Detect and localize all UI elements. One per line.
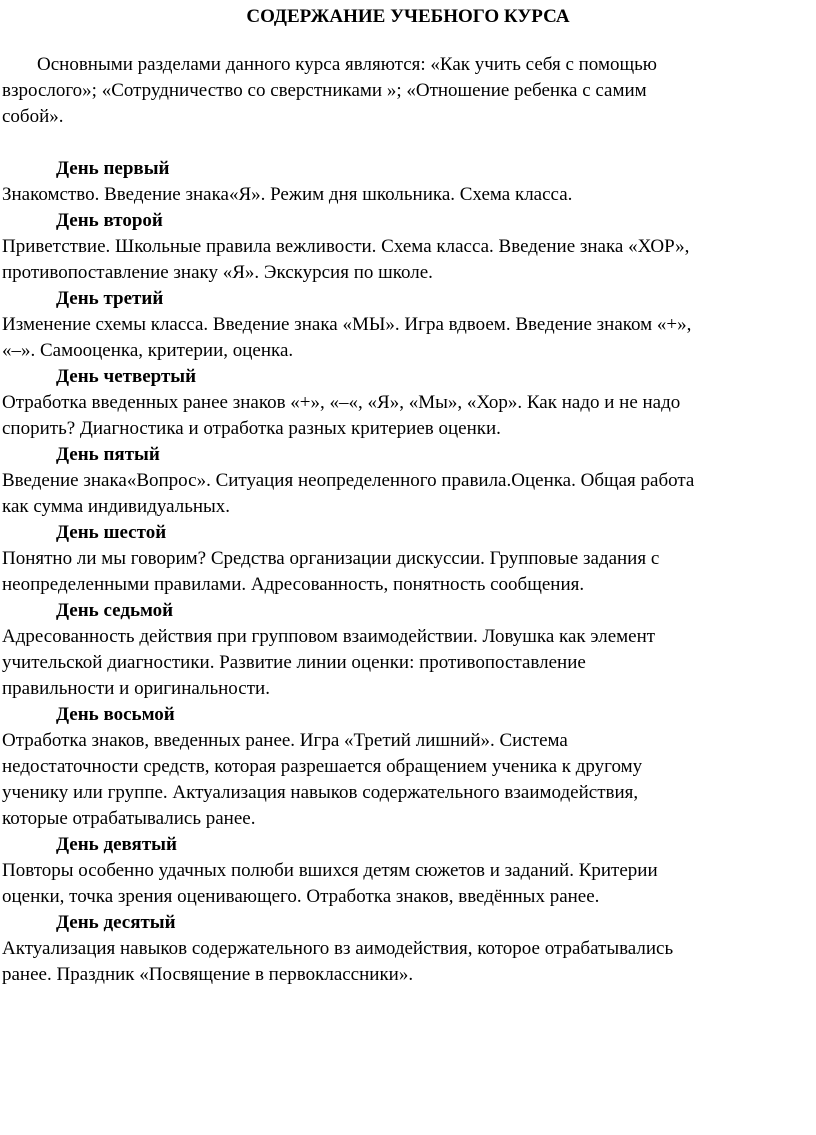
day-text-line: как сумма индивидуальных. — [2, 496, 231, 517]
day-text-line: неопределенными правилами. Адресованность, понятность сообщения. — [2, 574, 585, 595]
day-text-line: Адресованность действия при групповом взаимодействии. Ловушка как элемент — [2, 626, 656, 647]
day-text-line: противопоставление знаку «Я». Экскурсия по школе. — [2, 262, 433, 283]
day-heading: День седьмой — [56, 600, 174, 621]
intro-paragraph — [2, 52, 814, 130]
day-heading: День четвертый — [56, 366, 197, 387]
day-text-line: недостаточности средств, которая разрешается обращением ученика к другому — [2, 756, 643, 777]
intro-line: Основными разделами данного курса являются: «Как учить себя с помощью — [37, 54, 657, 75]
intro-line: взрослого»; «Сотрудничество со сверстниками »; «Отношение ребенка с самим — [2, 80, 647, 101]
day-text-line: Актуализация навыков содержательного вз аимодействия, которое отрабатывались — [2, 938, 674, 959]
day-text-line: «–». Самооценка, критерии, оценка. — [2, 340, 294, 361]
days-section — [2, 156, 814, 988]
day-text-line: ученику или группе. Актуализация навыков содержательного взаимодействия, — [2, 782, 639, 803]
day-text-line: Изменение схемы класса. Введение знака «МЫ». Игра вдвоем. Введение знаком «+», — [2, 314, 692, 335]
day-text-line: которые отрабатывались ранее. — [2, 808, 256, 829]
day-heading: День второй — [56, 210, 163, 231]
day-text-line: спорить? Диагностика и отработка разных критериев оценки. — [2, 418, 501, 439]
day-text-line: Понятно ли мы говорим? Средства организации дискуссии. Групповые задания с — [2, 548, 660, 569]
day-heading: День девятый — [56, 834, 177, 855]
day-text-line: учительской диагностики. Развитие линии оценки: противопоставление — [2, 652, 586, 673]
day-heading: День третий — [56, 288, 164, 309]
day-text-line: оценки, точка зрения оценивающего. Отработка знаков, введённых ранее. — [2, 886, 600, 907]
day-heading: День десятый — [56, 912, 176, 933]
day-heading: День пятый — [56, 444, 160, 465]
intro-line: собой». — [2, 106, 64, 127]
day-heading: День шестой — [56, 522, 167, 543]
day-text-line: ранее. Праздник «Посвящение в первоклассники». — [2, 964, 414, 985]
day-text-line: Повторы особенно удачных полюби вшихся детям сюжетов и заданий. Критерии — [2, 860, 658, 881]
day-text-line: Отработка введенных ранее знаков «+», «–«, «Я», «Мы», «Хор». Как надо и не надо — [2, 392, 681, 413]
day-heading: День восьмой — [56, 704, 175, 725]
day-text-line: Введение знака«Вопрос». Ситуация неопределенного правила.Оценка. Общая работа — [2, 470, 695, 491]
document-title: СОДЕРЖАНИЕ УЧЕБНОГО КУРСА — [246, 6, 570, 27]
day-text-line: Приветствие. Школьные правила вежливости. Схема класса. Введение знака «ХОР», — [2, 236, 690, 257]
day-heading: День первый — [56, 158, 170, 179]
day-text-line: Отработка знаков, введенных ранее. Игра «Третий лишний». Система — [2, 730, 568, 751]
day-text-line: Знакомство. Введение знака«Я». Режим дня школьника. Схема класса. — [2, 184, 573, 205]
day-text-line: правильности и оригинальности. — [2, 678, 270, 699]
